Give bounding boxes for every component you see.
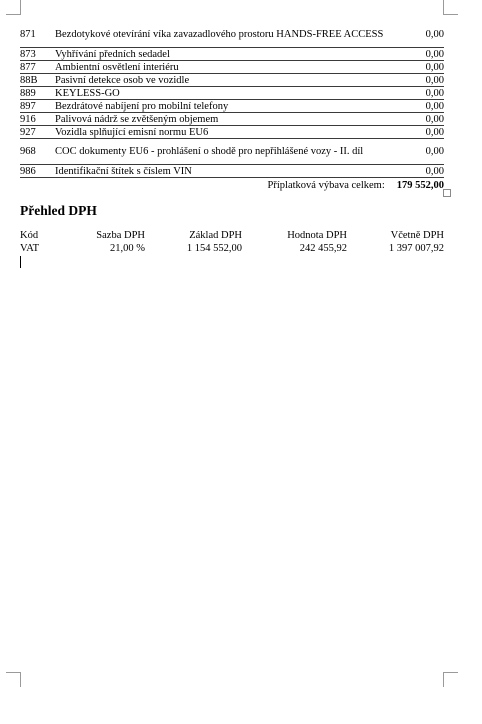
table-row [20,61,444,74]
vat-summary-heading: Přehled DPH [20,203,97,218]
vat-cell-base: 1 154 552,00 [186,243,242,254]
item-code: 968 [20,146,36,157]
vat-header-amount: Hodnota DPH [287,230,347,241]
table-row [20,165,444,178]
item-price: 0,00 [425,100,444,112]
item-code: 877 [20,61,36,73]
text-cursor[interactable] [20,256,21,268]
crop-mark-top-left [6,0,21,15]
table-row [20,113,444,126]
item-price: 0,00 [425,113,444,125]
vat-cell-amount: 242 455,92 [299,243,347,254]
item-description: Vozidla splňující emisní normu EU6 [55,126,209,138]
item-code: 897 [20,100,36,112]
item-price: 0,00 [425,74,444,86]
item-description: KEYLESS-GO [55,87,120,99]
item-price: 0,00 [425,146,444,157]
item-description: Pasivní detekce osob ve vozidle [55,74,190,86]
vat-cell-total: 1 397 007,92 [388,243,444,254]
table-row [20,126,444,139]
crop-mark-bottom-left [6,672,21,687]
item-description: Vyhřívání předních sedadel [55,48,170,60]
item-price: 0,00 [425,48,444,60]
vat-cell-code: VAT [20,243,40,254]
table-row [20,22,444,48]
item-price: 0,00 [425,126,444,138]
item-description: Ambientní osvětlení interiéru [55,61,179,73]
crop-mark-bottom-right [443,672,458,687]
item-code: 986 [20,165,36,177]
table-row [20,48,444,61]
vat-summary-table [20,229,444,255]
item-code: 88B [20,74,38,86]
vat-header-row [20,229,444,242]
table-row [20,100,444,113]
item-description: Palivová nádrž se zvětšeným objemem [55,113,219,125]
item-code: 916 [20,113,36,125]
paragraph-marker-box [443,189,451,197]
equipment-table [20,22,444,192]
item-code: 871 [20,29,36,40]
item-code: 889 [20,87,36,99]
crop-mark-top-right [443,0,458,15]
total-label: Příplatková výbava celkem: [267,179,385,191]
vat-header-rate: Sazba DPH [96,230,145,241]
total-row [20,178,444,192]
table-row [20,139,444,165]
vat-header-total: Včetně DPH [390,230,444,241]
table-row [20,87,444,100]
item-code: 927 [20,126,36,138]
item-description: Identifikační štítek s číslem VIN [55,165,192,177]
item-description: Bezdrátové nabíjení pro mobilní telefony [55,100,229,112]
item-price: 0,00 [425,29,444,40]
total-value: 179 552,00 [396,179,444,191]
item-price: 0,00 [425,165,444,177]
item-description: Bezdotykové otevírání víka zavazadlového prostoru HANDS-FREE ACCESS [55,29,384,40]
item-price: 0,00 [425,87,444,99]
item-description: COC dokumenty EU6 - prohlášení o shodě pro nepřihlášené vozy - II. díl [55,146,364,157]
table-row [20,74,444,87]
item-price: 0,00 [425,61,444,73]
vat-cell-rate: 21,00 % [110,243,145,254]
item-code: 873 [20,48,36,60]
vat-data-row [20,242,444,255]
vat-header-base: Základ DPH [189,230,242,241]
vat-header-code: Kód [20,230,39,241]
